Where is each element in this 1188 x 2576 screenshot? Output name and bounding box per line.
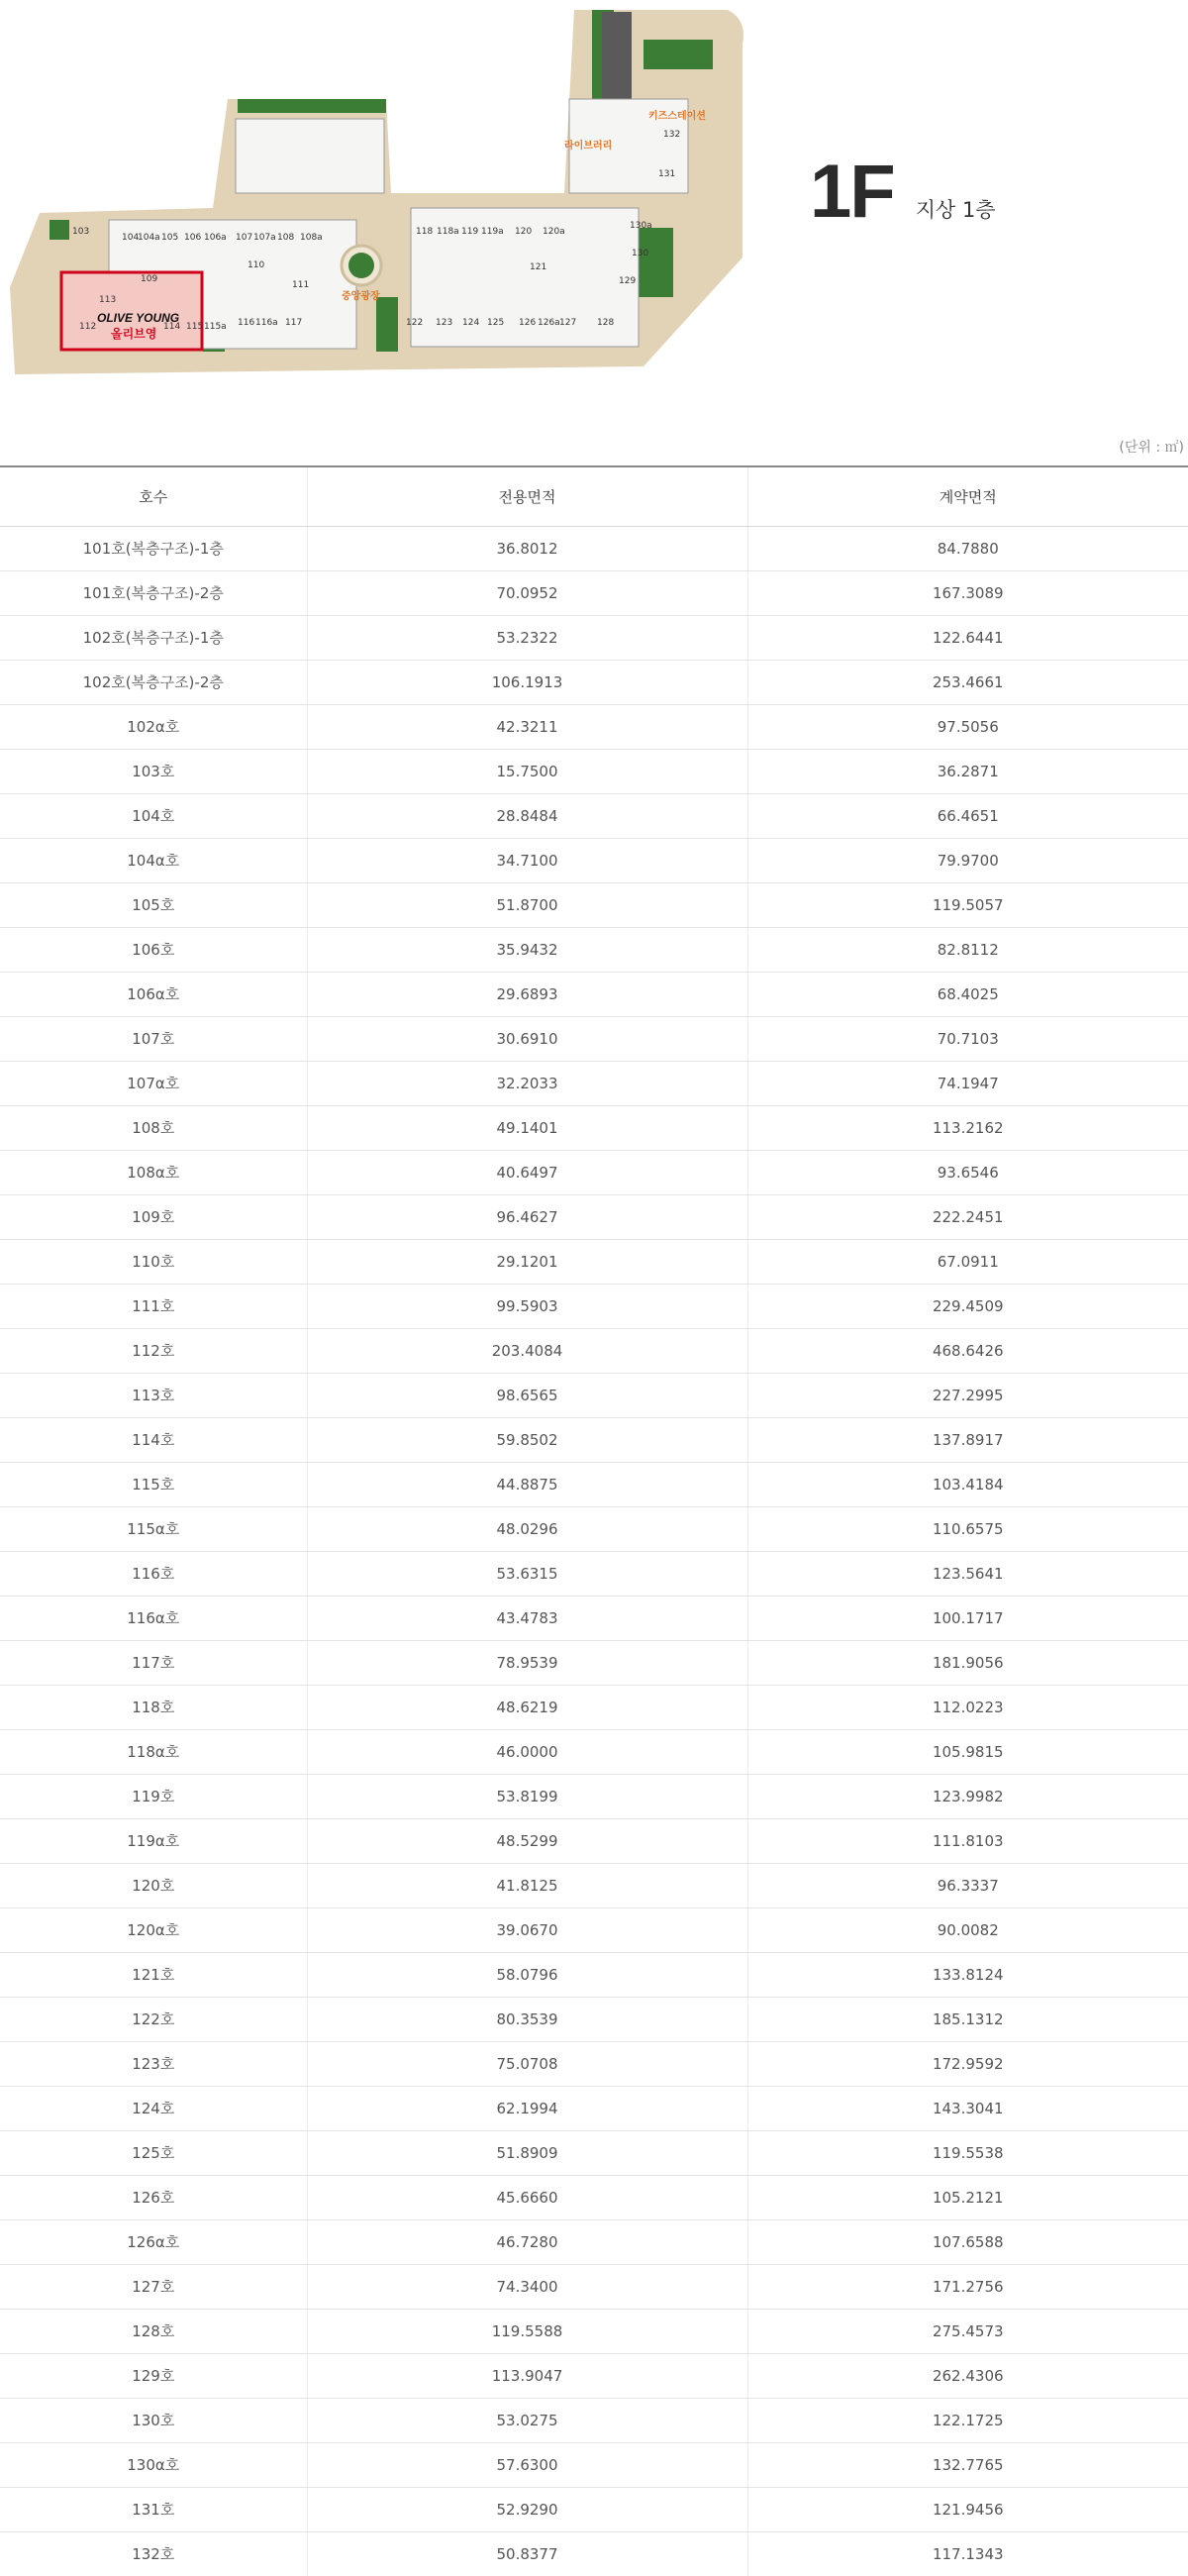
cell-unit-number: 115호 [0, 1462, 307, 1506]
cell-contract-area: 74.1947 [747, 1061, 1188, 1105]
table-row [0, 1016, 1188, 1061]
cell-unit-number: 112호 [0, 1328, 307, 1373]
cell-contract-area: 66.4651 [747, 793, 1188, 838]
floor-heading [810, 149, 996, 235]
cell-unit-number: 123호 [0, 2041, 307, 2086]
table-row [0, 2175, 1188, 2219]
cell-unit-number: 111호 [0, 1284, 307, 1328]
room-label: 132 [663, 130, 681, 140]
cell-unit-number: 102호(복층구조)-1층 [0, 615, 307, 660]
cell-unit-number: 118호 [0, 1685, 307, 1729]
cell-unit-number: 119호 [0, 1774, 307, 1818]
cell-contract-area: 123.9982 [747, 1774, 1188, 1818]
cell-exclusive-area: 48.5299 [307, 1818, 747, 1863]
table-row [0, 1729, 1188, 1774]
cell-exclusive-area: 98.6565 [307, 1373, 747, 1417]
cell-unit-number: 108α호 [0, 1150, 307, 1194]
cell-exclusive-area: 99.5903 [307, 1284, 747, 1328]
floor-plan-section [0, 0, 1188, 416]
room-label: 107 [236, 233, 253, 243]
table-row [0, 2398, 1188, 2442]
table-row [0, 1997, 1188, 2041]
cell-exclusive-area: 29.1201 [307, 1239, 747, 1284]
cell-contract-area: 67.0911 [747, 1239, 1188, 1284]
table-header-row [0, 466, 1188, 526]
room-label: 129 [619, 276, 637, 286]
room-label: 116 [238, 318, 255, 328]
room-label: 117 [285, 318, 303, 328]
table-row [0, 2264, 1188, 2309]
cell-contract-area: 172.9592 [747, 2041, 1188, 2086]
cell-contract-area: 275.4573 [747, 2309, 1188, 2353]
cell-exclusive-area: 106.1913 [307, 660, 747, 704]
table-row [0, 927, 1188, 972]
table-row [0, 526, 1188, 570]
cell-unit-number: 110호 [0, 1239, 307, 1284]
cell-contract-area: 119.5538 [747, 2130, 1188, 2175]
table-row [0, 2531, 1188, 2576]
table-row [0, 1774, 1188, 1818]
cell-unit-number: 132호 [0, 2531, 307, 2576]
cell-unit-number: 106호 [0, 927, 307, 972]
cell-contract-area: 82.8112 [747, 927, 1188, 972]
cell-contract-area: 110.6575 [747, 1506, 1188, 1551]
header-exclusive-area: 전용면적 [307, 466, 747, 526]
cell-exclusive-area: 80.3539 [307, 1997, 747, 2041]
table-body [0, 526, 1188, 2576]
cell-unit-number: 122호 [0, 1997, 307, 2041]
cell-contract-area: 90.0082 [747, 1907, 1188, 1952]
room-label: 130 [632, 249, 649, 258]
cell-exclusive-area: 48.0296 [307, 1506, 747, 1551]
floor-plan-map [0, 0, 752, 396]
cell-contract-area: 123.5641 [747, 1551, 1188, 1596]
cell-contract-area: 105.2121 [747, 2175, 1188, 2219]
room-label: 126 [519, 318, 537, 328]
table-row [0, 882, 1188, 927]
room-label: 123 [436, 318, 453, 328]
cell-unit-number: 125호 [0, 2130, 307, 2175]
room-label: 124 [462, 318, 480, 328]
cell-unit-number: 115α호 [0, 1506, 307, 1551]
cell-exclusive-area: 53.0275 [307, 2398, 747, 2442]
cell-unit-number: 131호 [0, 2487, 307, 2531]
table-row [0, 1640, 1188, 1685]
cell-unit-number: 114호 [0, 1417, 307, 1462]
cell-unit-number: 120α호 [0, 1907, 307, 1952]
cell-contract-area: 229.4509 [747, 1284, 1188, 1328]
cell-contract-area: 84.7880 [747, 526, 1188, 570]
cell-exclusive-area: 29.6893 [307, 972, 747, 1016]
central-plaza-green [348, 253, 374, 278]
cell-exclusive-area: 39.0670 [307, 1907, 747, 1952]
room-label: 121 [530, 262, 547, 272]
table-row [0, 1239, 1188, 1284]
cell-exclusive-area: 53.2322 [307, 615, 747, 660]
table-row [0, 570, 1188, 615]
room-label: 120a [543, 227, 565, 237]
cell-unit-number: 116α호 [0, 1596, 307, 1640]
cell-exclusive-area: 42.3211 [307, 704, 747, 749]
cell-unit-number: 101호(복층구조)-2층 [0, 570, 307, 615]
cell-unit-number: 107호 [0, 1016, 307, 1061]
cell-unit-number: 129호 [0, 2353, 307, 2398]
cell-unit-number: 103호 [0, 749, 307, 793]
cell-exclusive-area: 113.9047 [307, 2353, 747, 2398]
room-label: 107a [253, 233, 276, 243]
table-row [0, 1328, 1188, 1373]
table-row [0, 660, 1188, 704]
cell-contract-area: 105.9815 [747, 1729, 1188, 1774]
cell-exclusive-area: 51.8700 [307, 882, 747, 927]
cell-exclusive-area: 74.3400 [307, 2264, 747, 2309]
table-row [0, 1462, 1188, 1506]
cell-exclusive-area: 32.2033 [307, 1061, 747, 1105]
cell-contract-area: 143.3041 [747, 2086, 1188, 2130]
room-label: 103 [72, 227, 90, 237]
room-label: 126a [538, 318, 560, 328]
cell-contract-area: 100.1717 [747, 1596, 1188, 1640]
cell-unit-number: 130호 [0, 2398, 307, 2442]
cell-contract-area: 68.4025 [747, 972, 1188, 1016]
cell-exclusive-area: 119.5588 [307, 2309, 747, 2353]
table-row [0, 1373, 1188, 1417]
room-label: 113 [99, 295, 117, 305]
cell-exclusive-area: 49.1401 [307, 1105, 747, 1150]
cell-contract-area: 468.6426 [747, 1328, 1188, 1373]
cell-exclusive-area: 44.8875 [307, 1462, 747, 1506]
table-row [0, 1506, 1188, 1551]
cell-unit-number: 113호 [0, 1373, 307, 1417]
cell-contract-area: 103.4184 [747, 1462, 1188, 1506]
facility-label-library: 라이브러리 [564, 141, 613, 152]
cell-contract-area: 122.1725 [747, 2398, 1188, 2442]
table-row [0, 2353, 1188, 2398]
cell-exclusive-area: 51.8909 [307, 2130, 747, 2175]
cell-unit-number: 104α호 [0, 838, 307, 882]
table-row [0, 1907, 1188, 1952]
cell-contract-area: 112.0223 [747, 1685, 1188, 1729]
cell-contract-area: 107.6588 [747, 2219, 1188, 2264]
cell-exclusive-area: 52.9290 [307, 2487, 747, 2531]
table-row [0, 2442, 1188, 2487]
grass-strip [376, 297, 398, 352]
cell-contract-area: 70.7103 [747, 1016, 1188, 1061]
room-label: 106 [184, 233, 202, 243]
table-row [0, 1596, 1188, 1640]
cell-contract-area: 111.8103 [747, 1818, 1188, 1863]
cell-exclusive-area: 59.8502 [307, 1417, 747, 1462]
room-label: 127 [559, 318, 577, 328]
cell-contract-area: 181.9056 [747, 1640, 1188, 1685]
room-label: 130a [630, 221, 652, 231]
table-row [0, 2086, 1188, 2130]
cell-contract-area: 36.2871 [747, 749, 1188, 793]
table-row [0, 972, 1188, 1016]
cell-exclusive-area: 28.8484 [307, 793, 747, 838]
room-label: 104 [122, 233, 140, 243]
cell-unit-number: 126α호 [0, 2219, 307, 2264]
table-row [0, 704, 1188, 749]
cell-exclusive-area: 36.8012 [307, 526, 747, 570]
cell-contract-area: 97.5056 [747, 704, 1188, 749]
table-row [0, 2219, 1188, 2264]
room-label: 115a [204, 322, 227, 332]
room-label: 119 [461, 227, 479, 237]
area-table-wrapper [0, 465, 1188, 2576]
grass-strip [634, 228, 673, 297]
cell-unit-number: 124호 [0, 2086, 307, 2130]
table-row [0, 2041, 1188, 2086]
cell-contract-area: 93.6546 [747, 1150, 1188, 1194]
store-brand-en: OLIVE YOUNG [97, 311, 180, 325]
cell-exclusive-area: 78.9539 [307, 1640, 747, 1685]
cell-contract-area: 113.2162 [747, 1105, 1188, 1150]
cell-contract-area: 132.7765 [747, 2442, 1188, 2487]
room-label: 104a [138, 233, 160, 243]
cell-exclusive-area: 46.7280 [307, 2219, 747, 2264]
cell-exclusive-area: 50.8377 [307, 2531, 747, 2576]
cell-unit-number: 106α호 [0, 972, 307, 1016]
room-label: 109 [141, 274, 158, 284]
table-row [0, 615, 1188, 660]
room-label: 116a [255, 318, 278, 328]
cell-unit-number: 109호 [0, 1194, 307, 1239]
cell-exclusive-area: 75.0708 [307, 2041, 747, 2086]
table-row [0, 749, 1188, 793]
room-label: 108 [277, 233, 295, 243]
cell-contract-area: 171.2756 [747, 2264, 1188, 2309]
cell-exclusive-area: 96.4627 [307, 1194, 747, 1239]
cell-unit-number: 121호 [0, 1952, 307, 1997]
cell-unit-number: 126호 [0, 2175, 307, 2219]
cell-exclusive-area: 40.6497 [307, 1150, 747, 1194]
table-row [0, 1952, 1188, 1997]
cell-exclusive-area: 58.0796 [307, 1952, 747, 1997]
cell-exclusive-area: 15.7500 [307, 749, 747, 793]
room-label: 111 [292, 280, 310, 290]
room-label: 125 [487, 318, 505, 328]
cell-contract-area: 227.2995 [747, 1373, 1188, 1417]
cell-contract-area: 117.1343 [747, 2531, 1188, 2576]
area-table [0, 465, 1188, 2576]
cell-contract-area: 185.1312 [747, 1997, 1188, 2041]
cell-unit-number: 128호 [0, 2309, 307, 2353]
cell-contract-area: 222.2451 [747, 1194, 1188, 1239]
cell-exclusive-area: 35.9432 [307, 927, 747, 972]
room-label: 131 [658, 169, 676, 179]
cell-unit-number: 118α호 [0, 1729, 307, 1774]
cell-unit-number: 117호 [0, 1640, 307, 1685]
cell-contract-area: 119.5057 [747, 882, 1188, 927]
grass-strip [50, 220, 69, 240]
cell-unit-number: 130α호 [0, 2442, 307, 2487]
table-row [0, 793, 1188, 838]
cell-exclusive-area: 41.8125 [307, 1863, 747, 1907]
room-label: 122 [406, 318, 424, 328]
room-label: 114 [163, 322, 181, 332]
plaza-label: 중앙광장 [342, 291, 380, 302]
room-label: 118a [437, 227, 459, 237]
cell-exclusive-area: 53.6315 [307, 1551, 747, 1596]
cell-unit-number: 119α호 [0, 1818, 307, 1863]
room-label: 115 [186, 322, 204, 332]
cell-contract-area: 121.9456 [747, 2487, 1188, 2531]
cell-unit-number: 101호(복층구조)-1층 [0, 526, 307, 570]
cell-exclusive-area: 53.8199 [307, 1774, 747, 1818]
cell-exclusive-area: 203.4084 [307, 1328, 747, 1373]
table-row [0, 1863, 1188, 1907]
cell-contract-area: 137.8917 [747, 1417, 1188, 1462]
table-row [0, 1818, 1188, 1863]
cell-exclusive-area: 70.0952 [307, 570, 747, 615]
cell-exclusive-area: 57.6300 [307, 2442, 747, 2487]
room-label: 106a [204, 233, 227, 243]
table-row [0, 1105, 1188, 1150]
cell-contract-area: 262.4306 [747, 2353, 1188, 2398]
cell-contract-area: 167.3089 [747, 570, 1188, 615]
cell-exclusive-area: 48.6219 [307, 1685, 747, 1729]
room-label: 120 [515, 227, 533, 237]
cell-unit-number: 107α호 [0, 1061, 307, 1105]
cell-unit-number: 120호 [0, 1863, 307, 1907]
room-label: 112 [79, 322, 97, 332]
cell-contract-area: 79.9700 [747, 838, 1188, 882]
cell-contract-area: 133.8124 [747, 1952, 1188, 1997]
table-row [0, 1551, 1188, 1596]
cell-unit-number: 105호 [0, 882, 307, 927]
table-row [0, 838, 1188, 882]
table-row [0, 2487, 1188, 2531]
table-row [0, 1685, 1188, 1729]
cell-exclusive-area: 46.0000 [307, 1729, 747, 1774]
cell-unit-number: 108호 [0, 1105, 307, 1150]
cell-exclusive-area: 62.1994 [307, 2086, 747, 2130]
grass-strip [644, 40, 713, 69]
facility-label-kids: 키즈스테이션 [648, 111, 706, 122]
room-label: 105 [161, 233, 179, 243]
header-unit-number: 호수 [0, 466, 307, 526]
cell-unit-number: 116호 [0, 1551, 307, 1596]
header-contract-area: 계약면적 [747, 466, 1188, 526]
room-label: 108a [300, 233, 323, 243]
room-label: 118 [416, 227, 434, 237]
cell-contract-area: 96.3337 [747, 1863, 1188, 1907]
cell-unit-number: 102호(복층구조)-2층 [0, 660, 307, 704]
cell-exclusive-area: 45.6660 [307, 2175, 747, 2219]
grass-strip [238, 99, 386, 113]
unit-note: (단위 : ㎡) [1119, 440, 1184, 456]
cell-unit-number: 127호 [0, 2264, 307, 2309]
table-row [0, 2309, 1188, 2353]
room-label: 110 [248, 260, 265, 270]
table-row [0, 1150, 1188, 1194]
cell-contract-area: 122.6441 [747, 615, 1188, 660]
cell-unit-number: 104호 [0, 793, 307, 838]
room-label: 119a [481, 227, 504, 237]
table-row [0, 1061, 1188, 1105]
cell-exclusive-area: 30.6910 [307, 1016, 747, 1061]
table-row [0, 1284, 1188, 1328]
table-row [0, 1417, 1188, 1462]
cell-exclusive-area: 43.4783 [307, 1596, 747, 1640]
store-brand-ko: 올리브영 [111, 327, 157, 341]
cell-unit-number: 102α호 [0, 704, 307, 749]
floor-number: 1F [810, 150, 894, 234]
table-row [0, 2130, 1188, 2175]
table-row [0, 1194, 1188, 1239]
cell-exclusive-area: 34.7100 [307, 838, 747, 882]
building-block [236, 119, 384, 193]
room-label: 128 [597, 318, 615, 328]
floor-subtitle: 지상 1층 [915, 198, 996, 222]
cell-contract-area: 253.4661 [747, 660, 1188, 704]
